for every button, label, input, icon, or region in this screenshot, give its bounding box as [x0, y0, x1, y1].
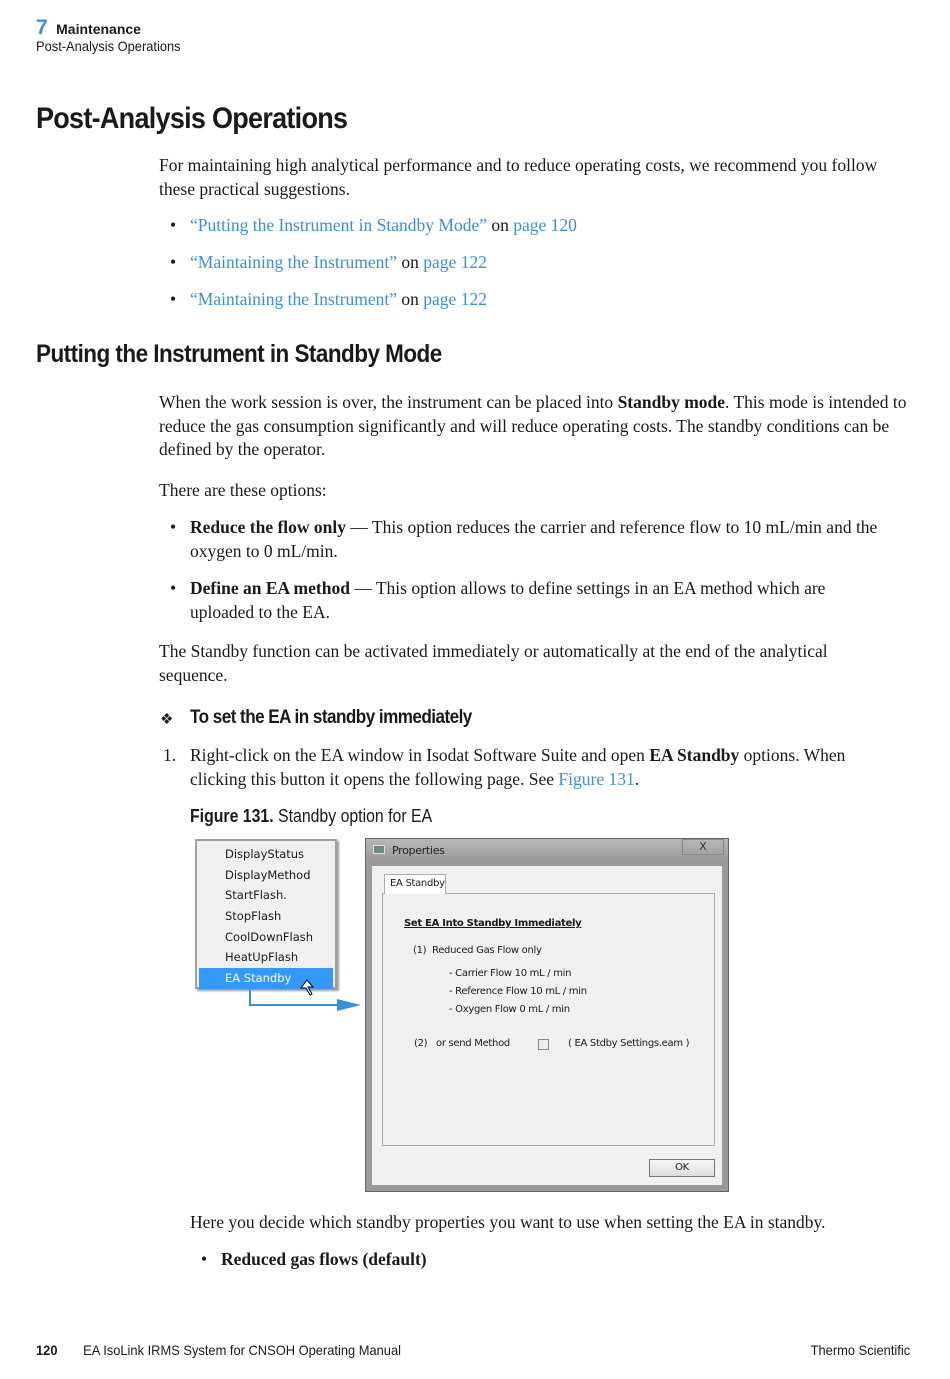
procedure-heading: To set the EA in standby immediately: [190, 707, 472, 728]
standby-paragraph: [159, 391, 909, 462]
section-heading: Putting the Instrument in Standby Mode: [36, 340, 442, 368]
ok-button[interactable]: OK: [649, 1159, 715, 1177]
method-file: ( EA Stdby Settings.eam ): [568, 1038, 690, 1049]
chapter-title: Maintenance: [56, 21, 141, 37]
step-number: 1.: [163, 745, 177, 765]
option-label: or send Method: [436, 1038, 510, 1049]
chapter-number: 7: [36, 16, 48, 39]
toc-link[interactable]: “Maintaining the Instrument”: [190, 289, 398, 309]
figure-label: Figure 131.: [190, 806, 274, 826]
text: options. When clicking this button it opens the following page. See: [190, 745, 846, 789]
page-title: Post-Analysis Operations: [36, 102, 348, 135]
option-number: (1): [413, 945, 427, 956]
page-link[interactable]: page 122: [423, 252, 487, 272]
option-term: Reduce the flow only: [190, 517, 347, 537]
close-button[interactable]: X: [682, 839, 724, 855]
arrow-icon: [245, 970, 365, 1015]
send-method-checkbox[interactable]: [538, 1039, 549, 1050]
dialog-title: Properties: [392, 844, 445, 857]
flow-value: - Carrier Flow 10 mL / min: [449, 968, 572, 979]
toc-on: on: [401, 289, 419, 309]
bullet-item: • Reduced gas flows (default): [201, 1249, 427, 1269]
page-number: 120: [36, 1342, 58, 1358]
figure-link[interactable]: Figure 131: [558, 768, 635, 789]
toc-link[interactable]: “Maintaining the Instrument”: [190, 252, 398, 272]
page-link[interactable]: page 122: [423, 289, 487, 309]
toc-item[interactable]: • “Putting the Instrument in Standby Mode” on page 120: [170, 215, 577, 235]
options-intro: There are these options:: [159, 480, 327, 500]
footer-brand: Thermo Scientific: [810, 1342, 910, 1358]
menu-item[interactable]: DisplayStatus: [225, 847, 305, 861]
dialog-body: [372, 866, 722, 1185]
menu-item[interactable]: StartFlash.: [225, 888, 287, 903]
running-header: [36, 16, 193, 54]
manual-title: EA IsoLink IRMS System for CNSOH Operating Manual: [83, 1342, 401, 1358]
option-text: — This option reduces the carrier and reference flow to 10 mL/min and the oxygen to 0 mL/min.: [190, 517, 878, 561]
title-bar: [366, 839, 728, 859]
flow-value: - Oxygen Flow 0 mL / min: [449, 1004, 570, 1015]
menu-item[interactable]: HeatUpFlash: [225, 950, 299, 965]
option-number: (2): [414, 1038, 428, 1049]
option-item: • Reduce the flow only — This option reduces the carrier and reference flow to 10 mL/min and the oxygen to 0 mL/min.: [170, 517, 878, 561]
text: When the work session is over, the instrument can be placed into: [159, 392, 618, 412]
intro-paragraph: For maintaining high analytical performance and to reduce operating costs, we recommend you follow these practical suggestions.: [159, 155, 878, 199]
text: . This mode is intended to reduce the gas consumption significantly and will reduce operating costs. The standby conditions can be defined by the operator.: [159, 392, 907, 459]
activation-paragraph: The Standby function can be activated immediately or automatically at the end of the analytical sequence.: [159, 641, 828, 685]
figure-caption: [190, 806, 432, 827]
diamond-bullet-icon: ❖: [160, 712, 174, 728]
step-text: [190, 744, 890, 791]
tab-ea-standby[interactable]: EA Standby: [384, 874, 446, 894]
term: Standby mode: [617, 392, 726, 412]
properties-dialog: [365, 838, 729, 1192]
flow-value: - Reference Flow 10 mL / min: [449, 986, 587, 997]
menu-item[interactable]: StopFlash: [225, 909, 282, 924]
bullet-text: Reduced gas flows (default): [221, 1249, 427, 1269]
toc-list: [170, 214, 940, 325]
panel-heading: Set EA Into Standby Immediately: [404, 918, 582, 929]
option-item: • Define an EA method — This option allows to define settings in an EA method which are uploaded to the EA.: [170, 578, 826, 622]
caption-text: Standby option for EA: [273, 806, 433, 826]
toc-item[interactable]: • “Maintaining the Instrument” on page 122: [170, 252, 487, 272]
cursor-icon: [301, 980, 313, 995]
text: Right-click on the EA window in Isodat Software Suite and open: [190, 745, 650, 765]
toc-link[interactable]: “Putting the Instrument in Standby Mode”: [190, 215, 487, 235]
page-link[interactable]: page 120: [513, 215, 577, 235]
after-figure-paragraph: Here you decide which standby properties you want to use when setting the EA in standby.: [190, 1212, 826, 1232]
option-term: Define an EA method: [190, 578, 350, 598]
toc-on: on: [491, 215, 509, 235]
option-text: — This option allows to define settings in an EA method which are uploaded to the EA.: [190, 578, 826, 622]
menu-item[interactable]: DisplayMethod: [225, 867, 311, 882]
section-name: Post-Analysis Operations: [36, 38, 181, 54]
term: EA Standby: [649, 745, 740, 765]
text: .: [634, 768, 640, 789]
menu-item[interactable]: CoolDownFlash: [225, 929, 314, 944]
window-icon: [373, 845, 385, 854]
footer: [36, 1342, 401, 1358]
option-label: Reduced Gas Flow only: [432, 945, 542, 956]
toc-item[interactable]: • “Maintaining the Instrument” on page 122: [170, 289, 487, 309]
context-menu: [195, 839, 337, 989]
tab-panel: [382, 893, 715, 1146]
toc-on: on: [401, 252, 419, 272]
menu-item-ea-standby[interactable]: EA Standby: [199, 968, 333, 989]
